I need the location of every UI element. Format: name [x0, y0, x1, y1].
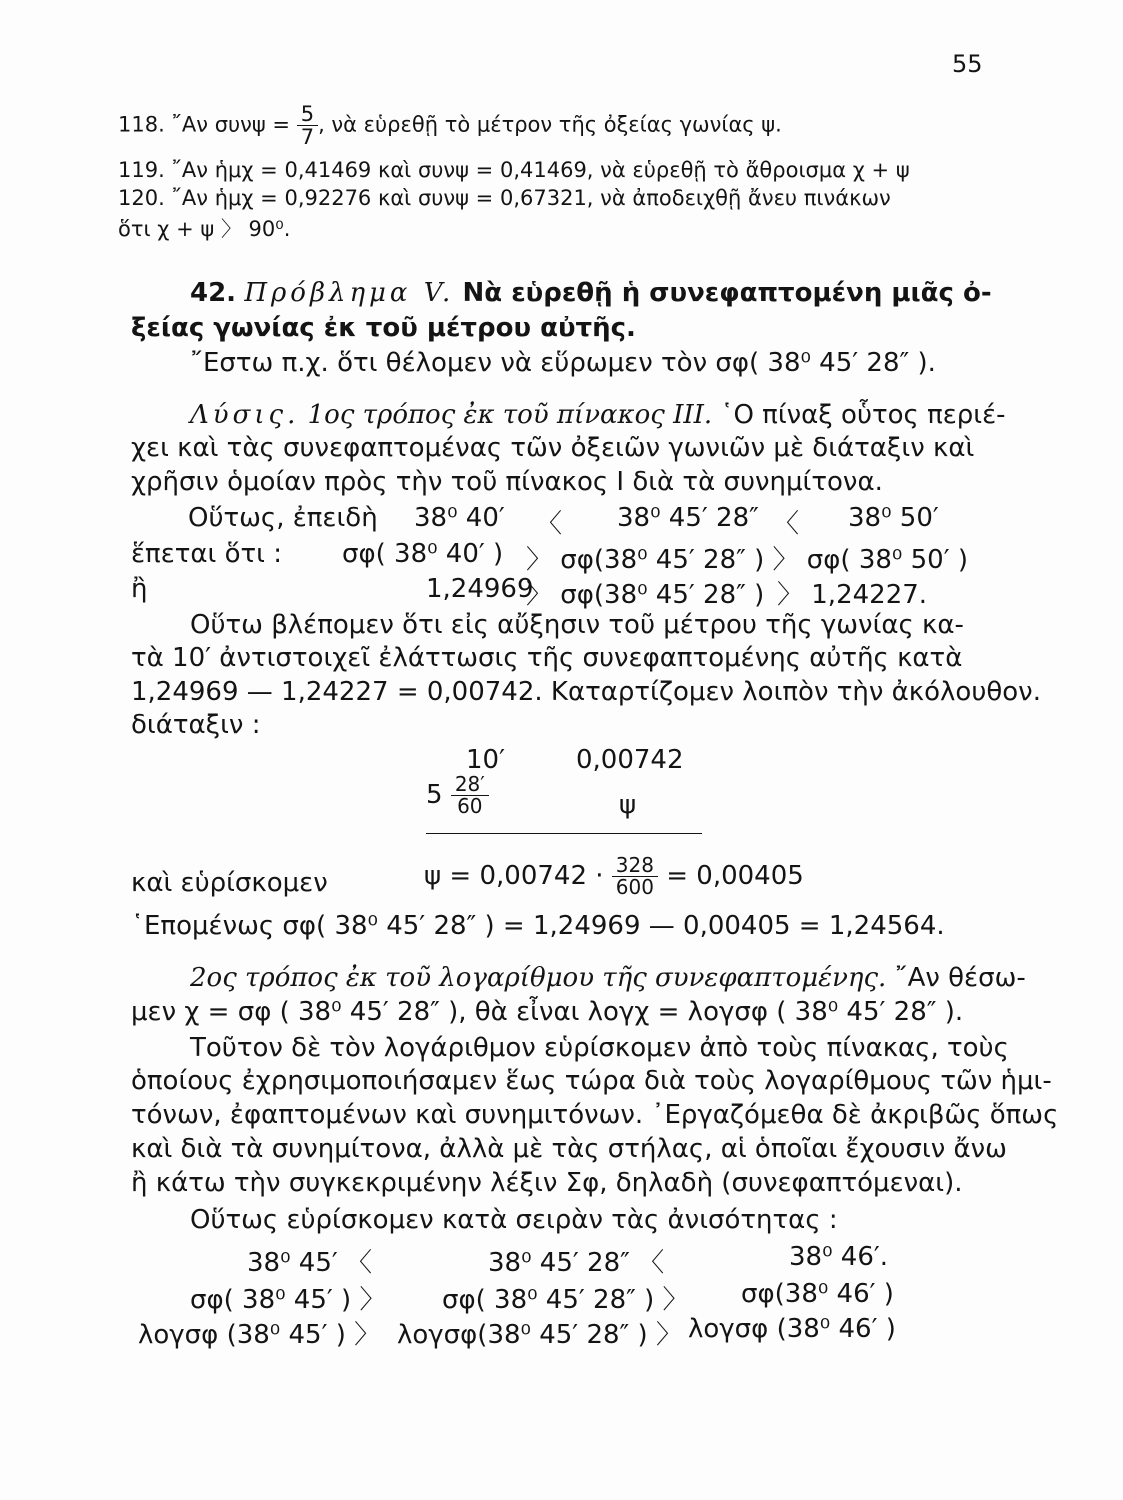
method1-text-2: χει καὶ τὰς συνεφαπτομένας τῶν ὀξειῶν γωνιῶν μὲ διάταξιν καὶ: [131, 433, 975, 463]
ineq-r1-angle-high: 38⁰ 50′: [848, 503, 939, 533]
section-number: 42.: [190, 278, 237, 308]
ineq-r1-lt-1: 〈: [536, 509, 563, 539]
ineq-r2-left: σφ( 38⁰ 40′ ): [342, 539, 504, 569]
para3-line-4: καὶ διὰ τὰ συνημίτονα, ἀλλὰ μὲ τὰς στήλας, αἱ ὁποῖαι ἔχουσιν ἄνω: [131, 1134, 1007, 1164]
fraction-numerator: 5: [297, 103, 318, 126]
result-pre: ψ = 0,00742 ·: [424, 861, 604, 891]
method1-line-1: [190, 400, 1006, 430]
section-label: Πρόβλημα V.: [244, 278, 455, 308]
ineq-r2-label: ἕπεται ὅτι :: [131, 539, 282, 569]
ineq-r3-label: ἢ: [131, 574, 148, 604]
section-title-1: Νὰ εὑρεθῇ ἡ συνεφαπτομένη μιᾶς ὀ-: [462, 278, 992, 308]
ineq-r1-angle-mid: 38⁰ 45′ 28″: [617, 503, 759, 533]
fraction-numerator: 328: [612, 855, 658, 877]
exercise-119: 119. ῎Αν ἡμχ = 0,41469 καὶ συνψ = 0,41469, νὰ εὑρεθῇ τὸ ἄθροισμα χ + ψ: [118, 158, 910, 182]
exercise-118-suffix: , νὰ εὑρεθῇ τὸ μέτρον τῆς ὀξείας γωνίας ψ.: [318, 112, 782, 137]
fraction-numerator: 28′: [451, 774, 489, 796]
ineq-r3-mid: 〉 σφ(38⁰ 45′ 28″ ): [526, 580, 765, 610]
method1-text-1: ῾Ο πίναξ οὗτος περιέ-: [720, 400, 1006, 430]
para2-line-3: 1,24969 — 1,24227 = 0,00742. Καταρτίζομεν λοιπὸν τὴν ἀκόλουθον.: [131, 677, 1041, 707]
ineq-r1-label: Οὕτως, ἐπειδὴ: [188, 503, 378, 533]
result-equation: [424, 855, 804, 898]
ineq-r3-right: 〉 1,24227.: [777, 580, 928, 610]
table-r1-left: 10′: [466, 745, 505, 775]
method2-text-2: μεν χ = σφ ( 38⁰ 45′ 28″ ), θὰ εἶναι λογχ = λογσφ ( 38⁰ 45′ 28″ ).: [131, 997, 964, 1027]
result-fraction: [612, 855, 658, 898]
section-title-2: ξείας γωνίας ἐκ τοῦ μέτρου αὐτῆς.: [131, 313, 636, 343]
lysis-label: Λύσις.: [190, 400, 300, 430]
section-heading-line-1: [190, 278, 992, 308]
method2-label: 2ος τρόπος ἐκ τοῦ λογαρίθμου τῆς συνεφαπτομένης.: [190, 963, 887, 993]
para2-line-2: τὰ 10′ ἀντιστοιχεῖ ἐλάττωσις τῆς συνεφαπτομένης αὐτῆς κατὰ: [131, 643, 963, 673]
final-a1: 38⁰ 45′ 〈: [247, 1248, 373, 1278]
final-c2: λογσφ(38⁰ 45′ 28″ ) 〉: [397, 1320, 682, 1350]
ineq-r1-lt-2: 〈: [773, 509, 800, 539]
para3-line-6: Οὕτως εὑρίσκομεν κατὰ σειρὰν τὰς ἀνισότητας :: [190, 1205, 838, 1235]
result-post: = 0,00405: [666, 861, 804, 891]
para3-line-5: ἢ κάτω τὴν συγκεκριμένην λέξιν Σφ, δηλαδὴ (συνεφαπτόμεναι).: [131, 1168, 963, 1198]
final-a2: 38⁰ 45′ 28″ 〈: [488, 1248, 665, 1278]
table-rule: [426, 833, 702, 834]
ineq-r3-left: 1,24969: [426, 574, 534, 604]
para3-line-1: Τοῦτον δὲ τὸν λογάριθμον εὑρίσκομεν ἀπὸ τοὺς πίνακας, τοὺς: [190, 1033, 1009, 1063]
exercise-120-line-2: ὅτι χ + ψ 〉 90⁰.: [118, 217, 291, 241]
para3-line-3: τόνων, ἐφαπτομένων καὶ συνημιτόνων. ᾽Εργαζόμεθα δὲ ἀκριβῶς ὅπως: [131, 1100, 1059, 1130]
fraction-5-7: [297, 103, 318, 148]
table-r2-fraction: [451, 774, 489, 817]
table-r1-right: 0,00742: [576, 745, 684, 775]
method1-text-3: χρῆσιν ὁμοίαν πρὸς τὴν τοῦ πίνακος I διὰ τὰ συνημίτονα.: [131, 467, 883, 497]
final-c1: λογσφ (38⁰ 45′ ) 〉: [138, 1320, 381, 1350]
final-b3: σφ(38⁰ 46′ ): [741, 1279, 894, 1309]
final-b2: σφ( 38⁰ 45′ 28″ ) 〉: [442, 1285, 689, 1315]
final-b1: σφ( 38⁰ 45′ ) 〉: [190, 1285, 386, 1315]
exercise-118-prefix: 118. ῎Αν συνψ =: [118, 112, 297, 137]
table-r2-left: [426, 774, 489, 817]
para2-line-1: Οὕτω βλέπομεν ὅτι εἰς αὔξησιν τοῦ μέτρου τῆς γωνίας κα-: [190, 610, 964, 640]
ineq-r2-right: 〉 σφ(38⁰ 45′ 28″ ) 〉 σφ( 38⁰ 50′ ): [526, 545, 969, 575]
para3-line-2: ὁποίους ἐχρησιμοποιήσαμεν ἕως τώρα διὰ τοὺς λογαρίθμους τῶν ἡμι-: [131, 1066, 1052, 1096]
method1-label: 1ος τρόπος ἐκ τοῦ πίνακος III.: [307, 400, 713, 430]
page-number: 55: [952, 50, 983, 78]
table-r2-whole: 5: [426, 780, 443, 810]
final-c3: λογσφ (38⁰ 46′ ): [688, 1314, 896, 1344]
table-r2-right: ψ: [619, 790, 637, 820]
method2-line-1: [190, 963, 1026, 993]
exercise-120-line-1: 120. ῎Αν ἡμχ = 0,92276 καὶ συνψ = 0,67321, νὰ ἀποδειχθῇ ἄνευ πινάκων: [118, 186, 891, 210]
example-line: ῎Εστω π.χ. ὅτι θέλομεν νὰ εὕρωμεν τὸν σφ( 38⁰ 45′ 28″ ).: [190, 348, 936, 378]
fraction-denominator: 7: [300, 125, 315, 150]
fraction-denominator: 600: [615, 875, 654, 899]
exercise-118: [118, 103, 782, 148]
ineq-r1-angle-low: 38⁰ 40′: [414, 503, 505, 533]
consequently-line: ῾Επομένως σφ( 38⁰ 45′ 28″ ) = 1,24969 — 0,00405 = 1,24564.: [131, 911, 945, 941]
para2-line-4: διάταξιν :: [131, 710, 261, 740]
result-label: καὶ εὑρίσκομεν: [131, 868, 328, 898]
method2-text-1: ῎Αν θέσω-: [894, 963, 1026, 993]
fraction-denominator: 60: [457, 794, 483, 818]
final-a3: 38⁰ 46′.: [789, 1242, 889, 1272]
